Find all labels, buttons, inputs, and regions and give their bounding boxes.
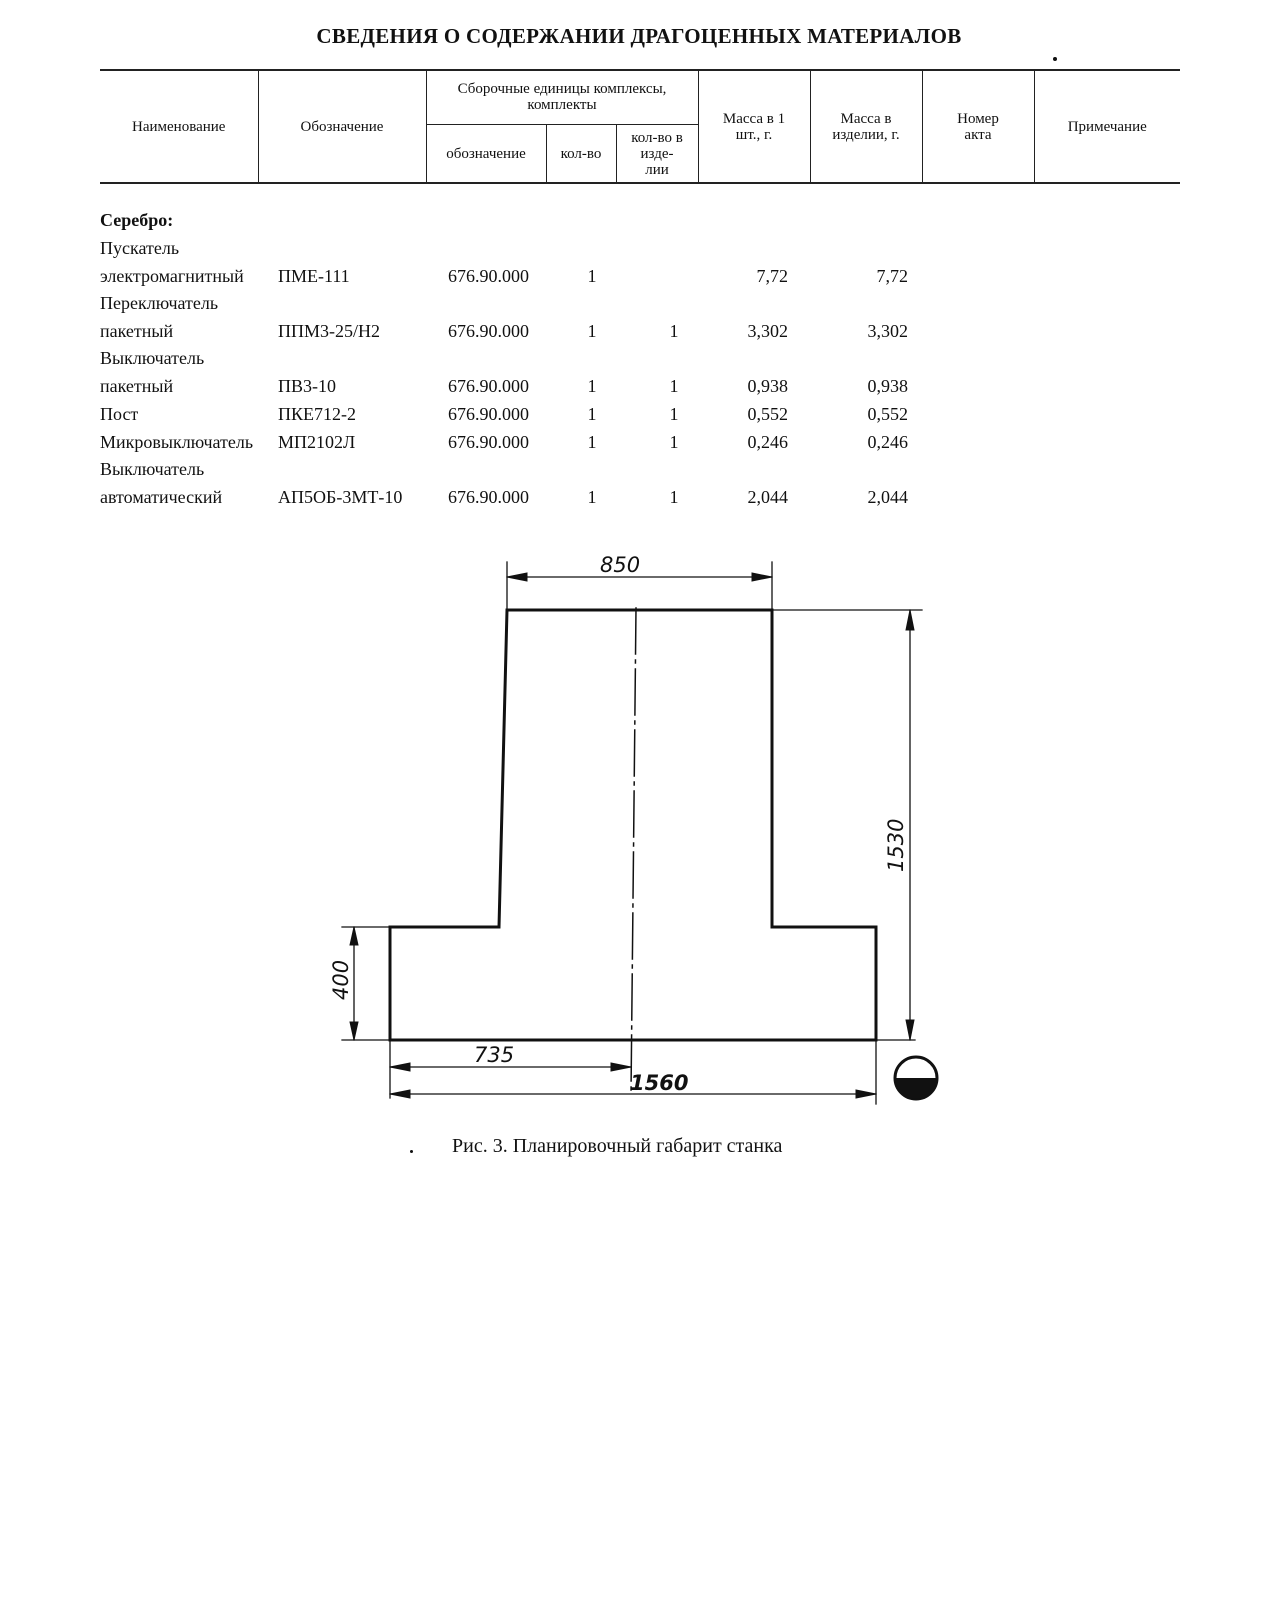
row-name-line: пакетный [100,321,174,341]
dim-400-label: 400 [329,959,353,1000]
row-mass-total: 0,552 [867,404,908,424]
header-designation: Обозначение [258,70,426,183]
row-qty-in: 1 [669,321,679,341]
header-act-number: Номер акта [922,70,1034,183]
row-mass-total: 0,246 [867,432,908,452]
row-mass-total: 0,938 [867,376,908,396]
header-assembly-designation: обозначение [426,125,546,184]
row-mass-total: 3,302 [867,321,908,341]
row-mass-unit: 0,246 [747,432,788,452]
row-qty-in: 1 [669,487,679,507]
row-mass-unit: 7,72 [756,266,788,286]
dim-1560-arrow-right [856,1090,876,1098]
header-assembly-group: Сборочные единицы комплексы, комплекты [426,70,698,125]
row-qty: 1 [587,487,597,507]
row-qty: 1 [587,404,597,424]
row-qty: 1 [587,321,597,341]
row-code: ПВ3-10 [278,376,336,396]
row-assembly: 676.90.000 [448,266,529,286]
row-mass-unit: 3,302 [747,321,788,341]
row-qty: 1 [587,376,597,396]
header-note: Примечание [1034,70,1180,183]
row-assembly: 676.90.000 [448,432,529,452]
dim-850-label: 850 [600,553,641,577]
row-qty: 1 [587,266,597,286]
dim-735-label: 735 [474,1043,515,1067]
row-name-line: Микровыключатель [100,432,254,452]
row-mass-total: 7,72 [876,266,908,286]
header-mass-per-unit: Масса в 1 шт., г. [698,70,810,183]
dim-1530-arrow-bottom [906,1020,914,1040]
dim-1560-arrow-left [390,1090,410,1098]
section-silver: Серебро: [100,210,174,230]
row-qty-in: 1 [669,376,679,396]
dim-1530-arrow-top [906,610,914,630]
row-name-line: Выключатель [100,459,205,479]
page-title: СВЕДЕНИЯ О СОДЕРЖАНИИ ДРАГОЦЕННЫХ МАТЕРИАЛОВ [316,24,962,48]
center-line [631,608,636,1094]
row-code: АП5ОБ-3МТ-10 [278,487,403,507]
row-qty-in: 1 [669,404,679,424]
row-mass-unit: 0,552 [747,404,788,424]
row-name-line: автоматический [100,487,223,507]
dim-400-arrow-bottom [350,1022,358,1040]
dim-850-arrow-right [752,573,772,581]
header-assembly-qty: кол-во [546,125,616,184]
dim-735-arrow-left [390,1063,410,1071]
row-assembly: 676.90.000 [448,376,529,396]
row-assembly: 676.90.000 [448,404,529,424]
row-code: ППМ3-25/Н2 [278,321,380,341]
row-code: ПМЕ-111 [278,266,350,286]
row-name-line: электромагнитный [100,266,244,286]
caption-dot [410,1150,413,1153]
row-qty: 1 [587,432,597,452]
row-assembly: 676.90.000 [448,321,529,341]
row-name-line: пакетный [100,376,174,396]
row-code: МП2102Л [278,432,356,452]
row-assembly: 676.90.000 [448,487,529,507]
dim-400-arrow-top [350,927,358,945]
row-name-line: Пускатель [100,238,180,258]
header-qty-in-product: кол-во в изде-лии [616,125,698,184]
dim-735-arrow-right [611,1063,631,1071]
figure-caption: Рис. 3. Планировочный габарит станка [452,1135,783,1157]
machine-outline [390,610,876,1040]
half-circle-symbol-icon [895,1057,937,1099]
dim-1560-label: 1560 [630,1071,689,1095]
row-mass-unit: 2,044 [747,487,788,507]
row-mass-total: 2,044 [867,487,908,507]
row-mass-unit: 0,938 [747,376,788,396]
row-name-line: Переключатель [100,293,219,313]
dim-1530-label: 1530 [884,818,908,872]
header-name: Наименование [132,118,226,135]
dim-850-arrow-left [507,573,527,581]
header-mass-in-product: Масса в изделии, г. [810,70,922,183]
row-qty-in: 1 [669,432,679,452]
row-name-line: Выключатель [100,348,205,368]
row-code: ПКЕ712-2 [278,404,356,424]
row-name-line: Пост [100,404,139,424]
